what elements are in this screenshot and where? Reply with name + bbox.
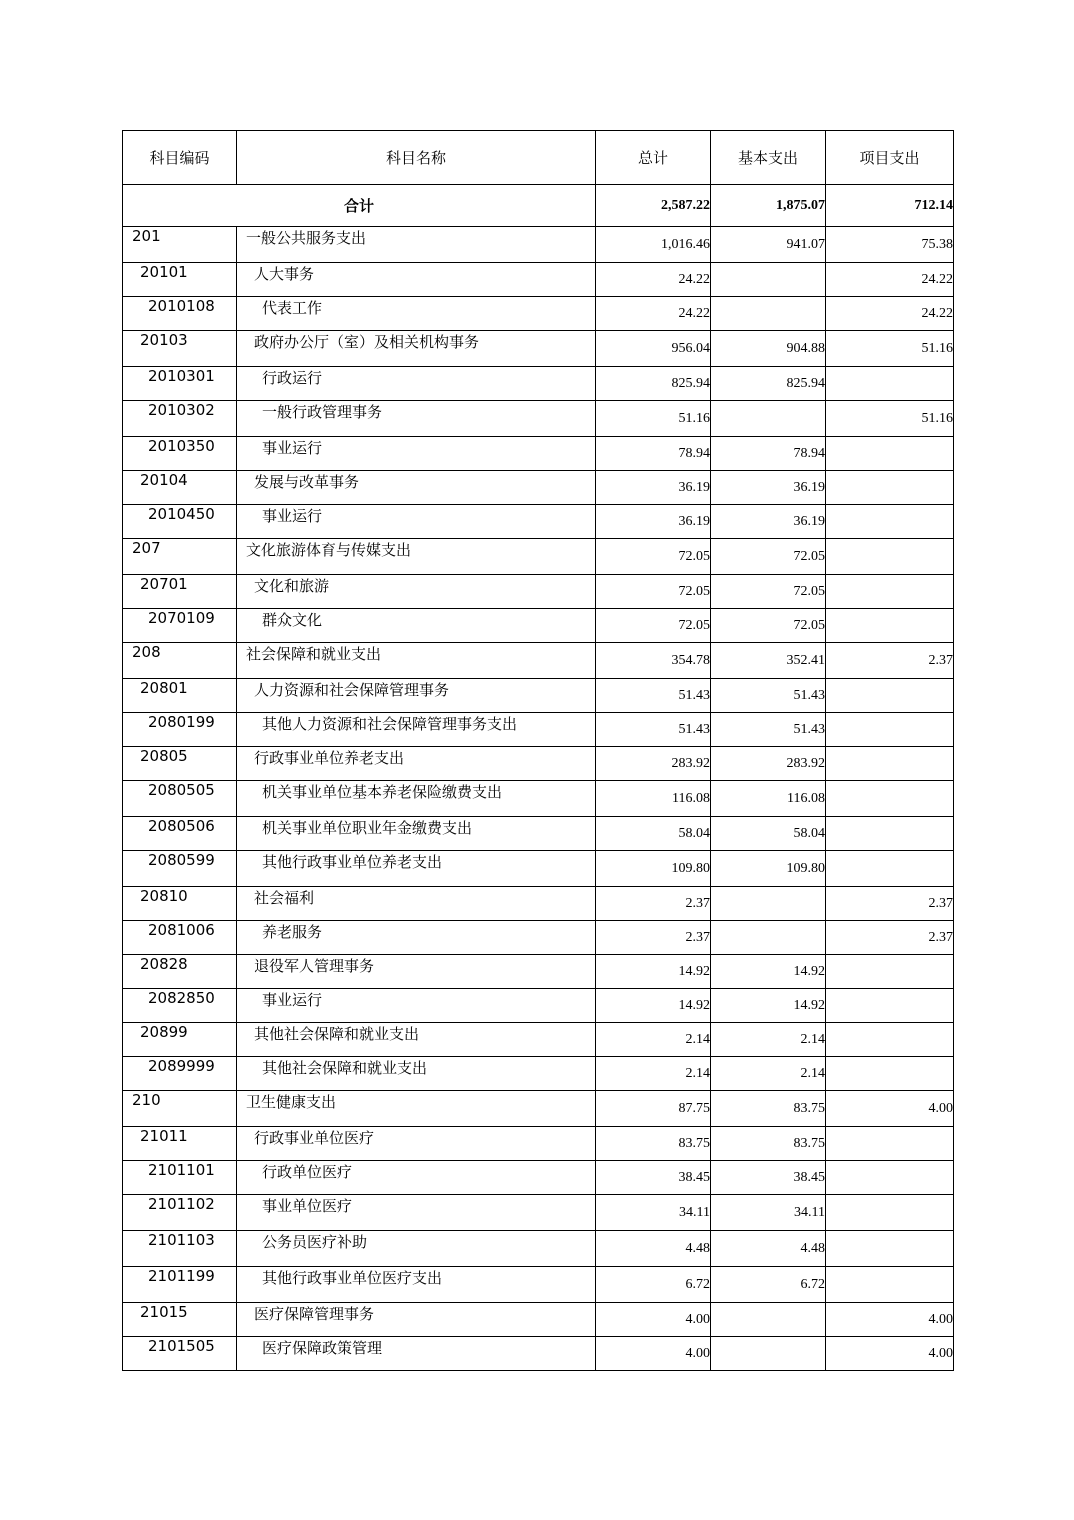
row-total: 14.92 [596, 989, 711, 1023]
table-row [123, 747, 954, 781]
row-basic: 904.88 [711, 331, 826, 367]
row-total: 4.48 [596, 1231, 711, 1267]
row-basic [711, 297, 826, 331]
row-basic: 36.19 [711, 471, 826, 505]
row-project [826, 505, 954, 539]
row-name: 行政运行 [237, 367, 596, 401]
row-code: 210 [123, 1091, 237, 1127]
row-code: 20104 [123, 471, 237, 505]
table-row [123, 471, 954, 505]
table-row [123, 643, 954, 679]
row-name: 事业运行 [237, 505, 596, 539]
row-name: 卫生健康支出 [237, 1091, 596, 1127]
row-name: 医疗保障管理事务 [237, 1303, 596, 1337]
row-code: 20805 [123, 747, 237, 781]
row-total: 38.45 [596, 1161, 711, 1195]
row-name: 代表工作 [237, 297, 596, 331]
row-code: 207 [123, 539, 237, 575]
table-row [123, 1267, 954, 1303]
table-row [123, 401, 954, 437]
row-total: 2.37 [596, 887, 711, 921]
row-name: 其他社会保障和就业支出 [237, 1023, 596, 1057]
row-basic: 72.05 [711, 539, 826, 575]
budget-table [122, 130, 954, 1371]
row-code: 2101199 [123, 1267, 237, 1303]
row-basic: 109.80 [711, 851, 826, 887]
table-row [123, 575, 954, 609]
row-code: 2082850 [123, 989, 237, 1023]
row-basic: 4.48 [711, 1231, 826, 1267]
row-project [826, 1161, 954, 1195]
header-basic: 基本支出 [711, 131, 826, 185]
row-basic: 2.14 [711, 1023, 826, 1057]
table-row [123, 437, 954, 471]
row-project [826, 471, 954, 505]
total-basic: 1,875.07 [711, 185, 826, 227]
row-code: 2089999 [123, 1057, 237, 1091]
total-project: 712.14 [826, 185, 954, 227]
row-project [826, 817, 954, 851]
row-name: 行政事业单位养老支出 [237, 747, 596, 781]
row-project: 75.38 [826, 227, 954, 263]
row-total: 116.08 [596, 781, 711, 817]
row-basic [711, 401, 826, 437]
row-basic: 83.75 [711, 1127, 826, 1161]
row-project: 2.37 [826, 921, 954, 955]
row-project: 4.00 [826, 1337, 954, 1371]
row-total: 109.80 [596, 851, 711, 887]
row-total: 87.75 [596, 1091, 711, 1127]
table-row [123, 887, 954, 921]
row-basic [711, 887, 826, 921]
row-total: 1,016.46 [596, 227, 711, 263]
row-basic: 116.08 [711, 781, 826, 817]
row-project [826, 1231, 954, 1267]
table-row [123, 263, 954, 297]
row-name: 一般公共服务支出 [237, 227, 596, 263]
row-basic: 2.14 [711, 1057, 826, 1091]
row-basic: 72.05 [711, 575, 826, 609]
row-project [826, 437, 954, 471]
row-name: 其他社会保障和就业支出 [237, 1057, 596, 1091]
row-basic: 941.07 [711, 227, 826, 263]
row-total: 956.04 [596, 331, 711, 367]
row-code: 2010108 [123, 297, 237, 331]
row-project [826, 955, 954, 989]
row-name: 一般行政管理事务 [237, 401, 596, 437]
row-name: 行政单位医疗 [237, 1161, 596, 1195]
row-project [826, 781, 954, 817]
row-project [826, 1195, 954, 1231]
row-name: 文化和旅游 [237, 575, 596, 609]
table-row [123, 331, 954, 367]
total-row [123, 185, 954, 227]
row-project: 4.00 [826, 1303, 954, 1337]
row-basic: 352.41 [711, 643, 826, 679]
row-project: 4.00 [826, 1091, 954, 1127]
row-total: 4.00 [596, 1337, 711, 1371]
row-basic: 72.05 [711, 609, 826, 643]
row-code: 20103 [123, 331, 237, 367]
row-code: 20101 [123, 263, 237, 297]
row-total: 283.92 [596, 747, 711, 781]
row-basic: 38.45 [711, 1161, 826, 1195]
row-code: 20810 [123, 887, 237, 921]
row-project: 24.22 [826, 297, 954, 331]
row-basic: 51.43 [711, 713, 826, 747]
row-total: 51.16 [596, 401, 711, 437]
row-total: 24.22 [596, 297, 711, 331]
row-name: 群众文化 [237, 609, 596, 643]
table-header-row [123, 131, 954, 185]
row-project [826, 747, 954, 781]
row-total: 83.75 [596, 1127, 711, 1161]
row-name: 其他行政事业单位医疗支出 [237, 1267, 596, 1303]
row-code: 2080505 [123, 781, 237, 817]
row-total: 78.94 [596, 437, 711, 471]
row-code: 2010450 [123, 505, 237, 539]
row-total: 72.05 [596, 539, 711, 575]
row-total: 6.72 [596, 1267, 711, 1303]
row-project [826, 1267, 954, 1303]
table-row [123, 817, 954, 851]
row-total: 36.19 [596, 505, 711, 539]
row-name: 其他行政事业单位养老支出 [237, 851, 596, 887]
row-code: 2081006 [123, 921, 237, 955]
row-project [826, 713, 954, 747]
table-row [123, 1195, 954, 1231]
row-code: 21011 [123, 1127, 237, 1161]
row-project [826, 575, 954, 609]
row-name: 人力资源和社会保障管理事务 [237, 679, 596, 713]
header-total: 总计 [596, 131, 711, 185]
row-code: 2010301 [123, 367, 237, 401]
row-basic: 283.92 [711, 747, 826, 781]
row-code: 2080506 [123, 817, 237, 851]
table-row [123, 1023, 954, 1057]
row-name: 其他人力资源和社会保障管理事务支出 [237, 713, 596, 747]
row-project: 51.16 [826, 401, 954, 437]
table-row [123, 297, 954, 331]
row-total: 34.11 [596, 1195, 711, 1231]
table-row [123, 1337, 954, 1371]
row-name: 机关事业单位职业年金缴费支出 [237, 817, 596, 851]
row-total: 58.04 [596, 817, 711, 851]
row-code: 2080599 [123, 851, 237, 887]
row-basic [711, 263, 826, 297]
table-row [123, 227, 954, 263]
row-code: 2101101 [123, 1161, 237, 1195]
row-code: 2101505 [123, 1337, 237, 1371]
row-code: 20899 [123, 1023, 237, 1057]
row-code: 2080199 [123, 713, 237, 747]
header-project: 项目支出 [826, 131, 954, 185]
row-name: 社会福利 [237, 887, 596, 921]
total-label: 合计 [123, 185, 596, 227]
row-code: 2101102 [123, 1195, 237, 1231]
row-name: 事业运行 [237, 437, 596, 471]
row-code: 21015 [123, 1303, 237, 1337]
row-project: 51.16 [826, 331, 954, 367]
row-total: 72.05 [596, 575, 711, 609]
row-name: 发展与改革事务 [237, 471, 596, 505]
table-row [123, 1161, 954, 1195]
row-project [826, 1127, 954, 1161]
row-basic [711, 1337, 826, 1371]
row-name: 事业单位医疗 [237, 1195, 596, 1231]
table-row [123, 539, 954, 575]
row-code: 201 [123, 227, 237, 263]
row-basic: 825.94 [711, 367, 826, 401]
row-project: 2.37 [826, 643, 954, 679]
table-row [123, 1231, 954, 1267]
table-row [123, 679, 954, 713]
row-name: 退役军人管理事务 [237, 955, 596, 989]
row-name: 行政事业单位医疗 [237, 1127, 596, 1161]
row-name: 政府办公厅（室）及相关机构事务 [237, 331, 596, 367]
row-total: 14.92 [596, 955, 711, 989]
row-basic: 14.92 [711, 955, 826, 989]
row-total: 825.94 [596, 367, 711, 401]
header-name: 科目名称 [237, 131, 596, 185]
row-basic: 36.19 [711, 505, 826, 539]
row-basic: 58.04 [711, 817, 826, 851]
table-row [123, 989, 954, 1023]
row-total: 51.43 [596, 713, 711, 747]
row-name: 社会保障和就业支出 [237, 643, 596, 679]
row-basic: 78.94 [711, 437, 826, 471]
row-total: 2.14 [596, 1023, 711, 1057]
row-total: 354.78 [596, 643, 711, 679]
row-code: 2101103 [123, 1231, 237, 1267]
row-project: 24.22 [826, 263, 954, 297]
total-total: 2,587.22 [596, 185, 711, 227]
table-row [123, 955, 954, 989]
table-row [123, 781, 954, 817]
row-basic: 83.75 [711, 1091, 826, 1127]
row-name: 医疗保障政策管理 [237, 1337, 596, 1371]
row-code: 20828 [123, 955, 237, 989]
row-name: 文化旅游体育与传媒支出 [237, 539, 596, 575]
table-row [123, 921, 954, 955]
row-name: 人大事务 [237, 263, 596, 297]
table-row [123, 609, 954, 643]
table-row [123, 1303, 954, 1337]
row-basic [711, 1303, 826, 1337]
row-project [826, 851, 954, 887]
row-basic [711, 921, 826, 955]
row-project [826, 1023, 954, 1057]
row-name: 公务员医疗补助 [237, 1231, 596, 1267]
table-row [123, 851, 954, 887]
row-project [826, 1057, 954, 1091]
row-basic: 34.11 [711, 1195, 826, 1231]
row-code: 208 [123, 643, 237, 679]
row-code: 20801 [123, 679, 237, 713]
row-total: 4.00 [596, 1303, 711, 1337]
row-name: 事业运行 [237, 989, 596, 1023]
table-row [123, 367, 954, 401]
header-code: 科目编码 [123, 131, 237, 185]
row-total: 24.22 [596, 263, 711, 297]
table-row [123, 1091, 954, 1127]
row-code: 2010302 [123, 401, 237, 437]
row-total: 72.05 [596, 609, 711, 643]
row-project: 2.37 [826, 887, 954, 921]
row-basic: 6.72 [711, 1267, 826, 1303]
table-row [123, 1127, 954, 1161]
table-row [123, 713, 954, 747]
table-row [123, 505, 954, 539]
row-total: 2.14 [596, 1057, 711, 1091]
row-total: 51.43 [596, 679, 711, 713]
row-code: 2010350 [123, 437, 237, 471]
row-project [826, 609, 954, 643]
row-basic: 51.43 [711, 679, 826, 713]
row-name: 机关事业单位基本养老保险缴费支出 [237, 781, 596, 817]
row-code: 2070109 [123, 609, 237, 643]
row-name: 养老服务 [237, 921, 596, 955]
row-project [826, 367, 954, 401]
row-total: 36.19 [596, 471, 711, 505]
row-project [826, 679, 954, 713]
table-row [123, 1057, 954, 1091]
row-basic: 14.92 [711, 989, 826, 1023]
row-code: 20701 [123, 575, 237, 609]
row-project [826, 539, 954, 575]
row-project [826, 989, 954, 1023]
row-total: 2.37 [596, 921, 711, 955]
